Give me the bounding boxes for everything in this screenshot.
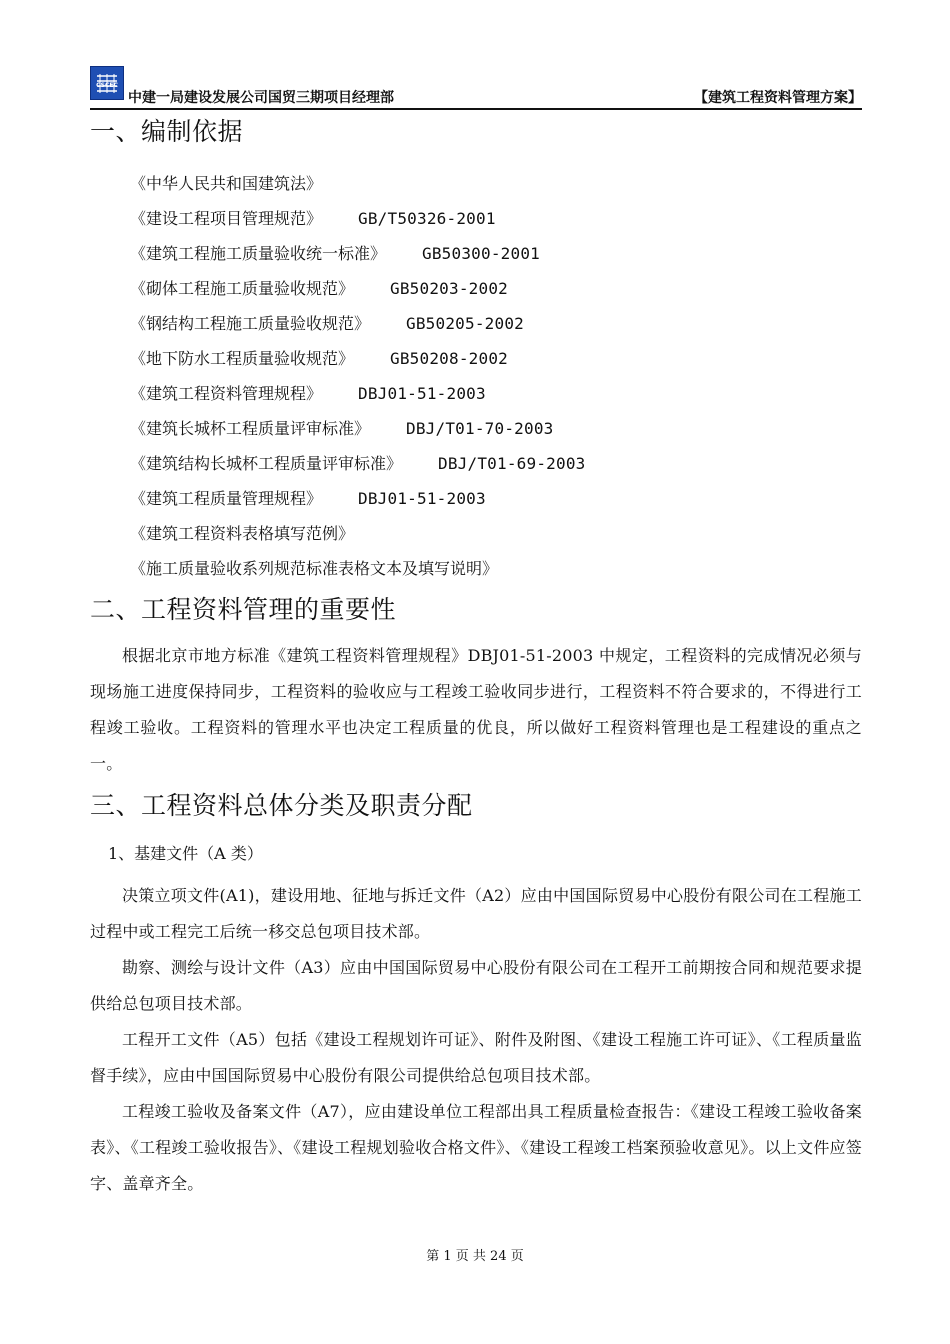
- document-body: [90, 112, 862, 1202]
- company-logo: [90, 66, 124, 100]
- reference-title: 《建筑工程施工质量验收统一标准》: [130, 244, 387, 263]
- importance-paragraph: 根据北京市地方标准《建筑工程资料管理规程》DBJ01-51-2003 中规定，工程资料的完成情况必须与现场施工进度保持同步，工程资料的验收应与工程竣工验收同步进行，工程资料不符合要求的，不得进行工程竣工验收。工程资料的管理水平也决定工程质量的优良，所以做好工程资料管理也是工程建设的重点之一。: [90, 646, 862, 773]
- body-paragraph: 工程竣工验收及备案文件（A7），应由建设单位工程部出具工程质量检查报告：《建设工程竣工验收备案表》、《工程竣工验收报告》、《建设工程规划验收合格文件》、《建设工程竣工档案预验收意见》。以上文件应签字、盖章齐全。: [90, 1102, 862, 1193]
- reference-code: GB50208-2002: [390, 349, 509, 368]
- reference-item: [90, 516, 862, 551]
- cscec-logo-icon: [91, 67, 123, 99]
- reference-item: [90, 166, 862, 201]
- reference-list: [90, 166, 862, 586]
- reference-title: 《地下防水工程质量验收规范》: [130, 349, 355, 368]
- reference-item: [90, 411, 862, 446]
- reference-code: GB/T50326-2001: [358, 209, 496, 228]
- reference-code: DBJ01-51-2003: [358, 489, 486, 508]
- section-heading-3: 三、工程资料总体分类及职责分配: [90, 791, 473, 820]
- reference-title: 《砌体工程施工质量验收规范》: [130, 279, 355, 298]
- section-heading-1: 一、编制依据: [90, 117, 244, 146]
- reference-title: 《建筑结构长城杯工程质量评审标准》: [130, 454, 403, 473]
- reference-code: GB50300-2001: [422, 244, 541, 263]
- reference-item: [90, 271, 862, 306]
- organization-name: 中建一局建设发展公司国贸三期项目经理部: [128, 90, 394, 106]
- reference-title: 《施工质量验收系列规范标准表格文本及填写说明》: [130, 559, 499, 578]
- reference-item: [90, 481, 862, 516]
- document-title: 【建筑工程资料管理方案】: [694, 90, 862, 106]
- reference-item: [90, 446, 862, 481]
- reference-title: 《中华人民共和国建筑法》: [130, 174, 323, 193]
- reference-code: GB50203-2002: [390, 279, 509, 298]
- reference-item: [90, 236, 862, 271]
- reference-title: 《建筑工程资料表格填写范例》: [130, 524, 355, 543]
- page-number: 第 1 页 共 24 页: [426, 1249, 524, 1264]
- body-paragraph: 工程开工文件（A5）包括《建设工程规划许可证》、附件及附图、《建设工程施工许可证》、《工程质量监督手续》，应由中国国际贸易中心股份有限公司提供给总包项目技术部。: [90, 1030, 862, 1085]
- reference-title: 《钢结构工程施工质量验收规范》: [130, 314, 371, 333]
- reference-title: 《建筑工程质量管理规程》: [130, 489, 323, 508]
- header-rule: [90, 108, 862, 110]
- reference-code: DBJ/T01-69-2003: [438, 454, 586, 473]
- reference-item: [90, 201, 862, 236]
- body-paragraph: 决策立项文件(A1)，建设用地、征地与拆迁文件（A2）应由中国国际贸易中心股份有限公司在工程施工过程中或工程完工后统一移交总包项目技术部。: [90, 886, 862, 941]
- reference-title: 《建筑工程资料管理规程》: [130, 384, 323, 403]
- reference-code: DBJ/T01-70-2003: [406, 419, 554, 438]
- reference-item: [90, 341, 862, 376]
- reference-title: 《建筑长城杯工程质量评审标准》: [130, 419, 371, 438]
- section-heading-2: 二、工程资料管理的重要性: [90, 595, 397, 624]
- reference-code: GB50205-2002: [406, 314, 525, 333]
- reference-item: [90, 376, 862, 411]
- page-header: [90, 66, 862, 106]
- logo-text: CSCEC: [96, 82, 118, 89]
- reference-title: 《建设工程项目管理规范》: [130, 209, 323, 228]
- subsection-heading: 1、基建文件（A 类）: [108, 844, 263, 863]
- reference-code: DBJ01-51-2003: [358, 384, 486, 403]
- body-paragraph: 勘察、测绘与设计文件（A3）应由中国国际贸易中心股份有限公司在工程开工前期按合同和规范要求提供给总包项目技术部。: [90, 958, 862, 1013]
- reference-item: [90, 551, 862, 586]
- reference-item: [90, 306, 862, 341]
